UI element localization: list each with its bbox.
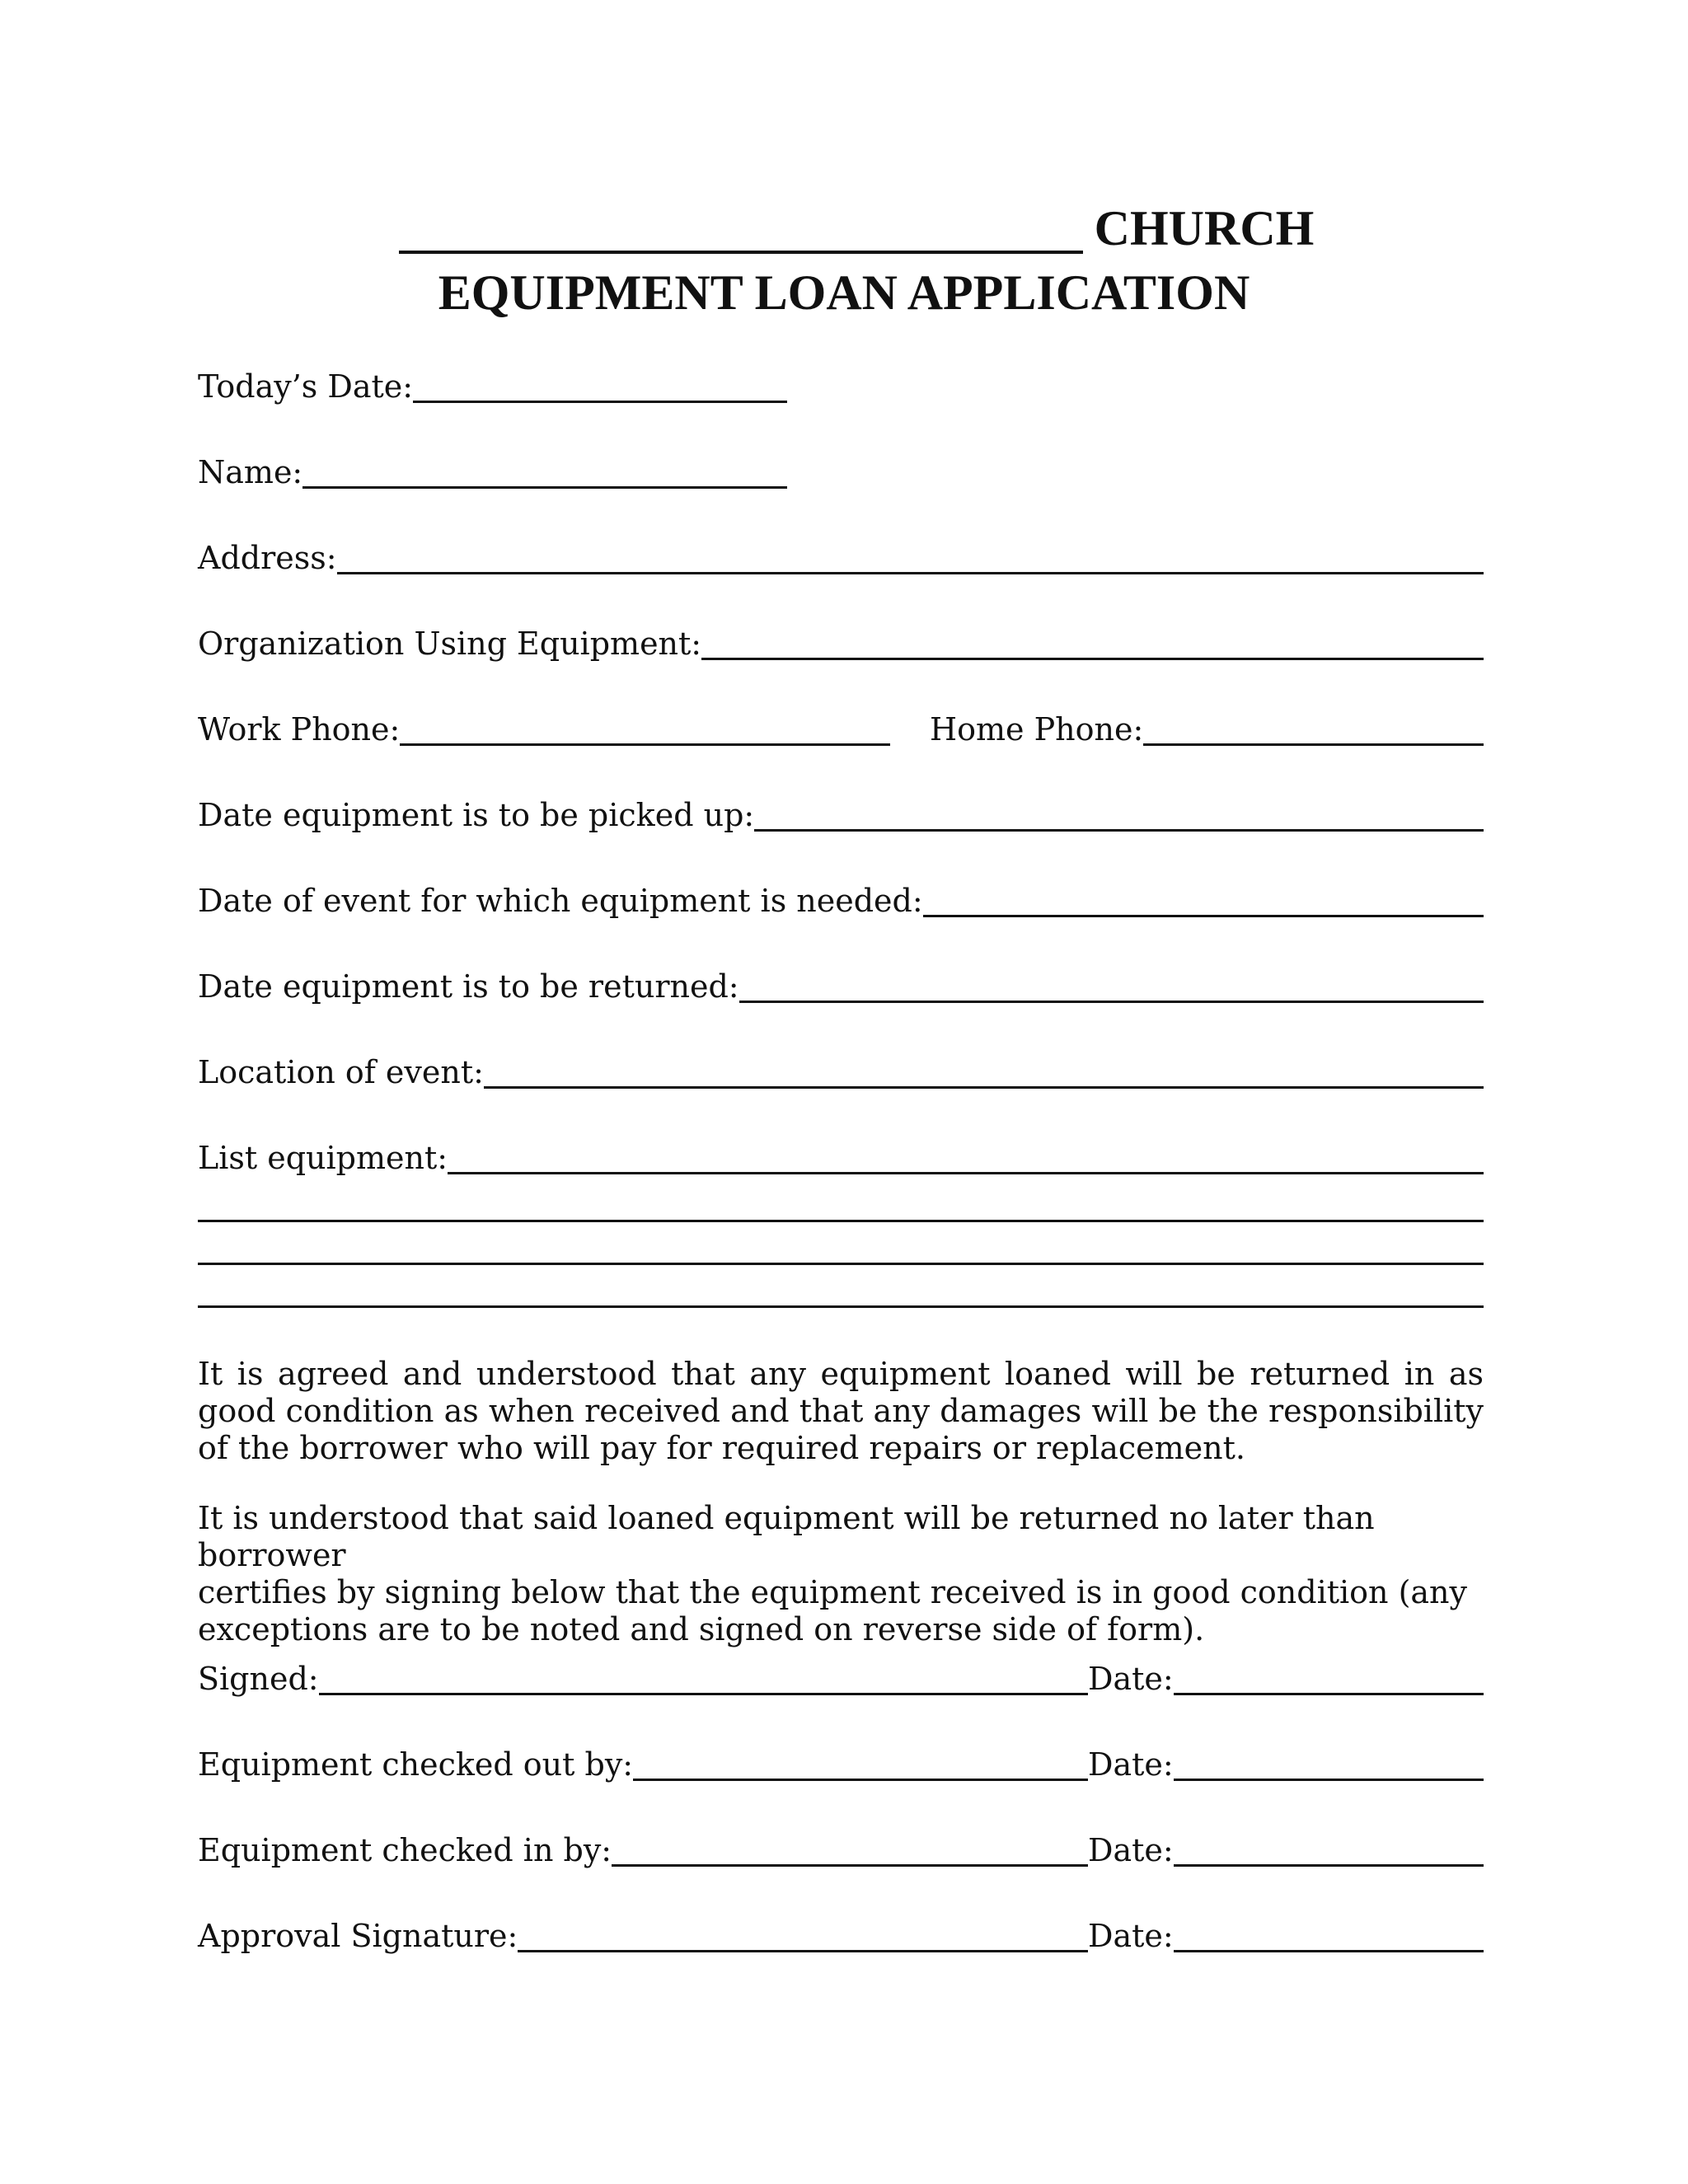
checked-out-label: Equipment checked out by: (198, 1746, 634, 1783)
todays-date-field[interactable] (413, 368, 787, 403)
return-date-field[interactable] (739, 968, 1484, 1003)
checked-out-field[interactable] (633, 1746, 1088, 1781)
work-phone-field[interactable] (400, 710, 890, 746)
event-date-field[interactable] (923, 882, 1484, 917)
name-field[interactable] (302, 453, 787, 489)
location-field[interactable] (484, 1053, 1484, 1089)
checked-out-date-label: Date: (1088, 1746, 1174, 1783)
approval-date-label: Date: (1088, 1918, 1174, 1954)
agreement-paragraph-2-line: It is understood that said loaned equipment will be returned no later than borrower (198, 1500, 1375, 1573)
checked-out-date-field[interactable] (1174, 1746, 1484, 1781)
event-date-row (198, 879, 1484, 920)
location-row (198, 1050, 1484, 1091)
signed-field[interactable] (319, 1660, 1088, 1695)
checked-in-date-row (1088, 1828, 1484, 1869)
approval-date-row (1088, 1914, 1484, 1955)
home-phone-label: Home Phone: (930, 711, 1144, 748)
approval-field[interactable] (518, 1917, 1088, 1952)
name-label: Name: (198, 454, 303, 490)
todays-date-label: Today’s Date: (198, 368, 414, 405)
event-date-label: Date of event for which equipment is needed: (198, 883, 923, 919)
form-header (0, 196, 1688, 325)
work-phone-label: Work Phone: (198, 711, 401, 748)
church-name-blank[interactable] (399, 209, 1083, 254)
church-suffix: CHURCH (1094, 201, 1315, 255)
agreement-paragraph-2-line: exceptions are to be noted and signed on reverse side of form). (198, 1611, 1205, 1647)
organization-row (198, 621, 1484, 663)
approval-row (198, 1914, 1088, 1955)
pickup-date-label: Date equipment is to be picked up: (198, 797, 755, 833)
form-title: EQUIPMENT LOAN APPLICATION (438, 265, 1250, 320)
list-equipment-label: List equipment: (198, 1140, 448, 1176)
organization-label: Organization Using Equipment: (198, 626, 702, 662)
home-phone-field[interactable] (1143, 710, 1484, 746)
home-phone-row (930, 707, 1484, 748)
address-field[interactable] (337, 539, 1484, 574)
checked-in-date-label: Date: (1088, 1832, 1174, 1868)
checked-out-date-row (1088, 1742, 1484, 1783)
pickup-date-row (198, 793, 1484, 834)
signed-label: Signed: (198, 1661, 319, 1697)
equipment-list-line[interactable] (198, 1220, 1484, 1222)
return-date-label: Date equipment is to be returned: (198, 968, 739, 1005)
todays-date-row (198, 364, 787, 405)
list-equipment-field[interactable] (448, 1139, 1484, 1174)
work-phone-row (198, 707, 890, 748)
approval-date-field[interactable] (1174, 1917, 1484, 1952)
name-row (198, 450, 787, 491)
checked-in-date-field[interactable] (1174, 1831, 1484, 1867)
address-label: Address: (198, 540, 337, 576)
return-date-row (198, 964, 1484, 1005)
signed-row (198, 1657, 1088, 1698)
signed-date-row (1088, 1657, 1484, 1698)
checked-in-row (198, 1828, 1088, 1869)
address-row (198, 536, 1484, 577)
approval-label: Approval Signature: (198, 1918, 518, 1954)
organization-field[interactable] (701, 625, 1484, 660)
checked-in-label: Equipment checked in by: (198, 1832, 612, 1868)
agreement-paragraph-2 (198, 1500, 1484, 1648)
pickup-date-field[interactable] (754, 796, 1484, 832)
signed-date-field[interactable] (1174, 1660, 1484, 1695)
agreement-paragraph-1: It is agreed and understood that any equipment loaned will be returned in as good condition as when received and that any damages will be the responsibility of the borrower who will pay for required repairs or replacement. (198, 1356, 1484, 1466)
equipment-list-line[interactable] (198, 1305, 1484, 1308)
list-equipment-row (198, 1136, 1484, 1177)
location-label: Location of event: (198, 1054, 484, 1090)
checked-in-field[interactable] (612, 1831, 1088, 1867)
church-name-line (25, 196, 1688, 260)
agreement-paragraph-2-line: certifies by signing below that the equipment received is in good condition (any (198, 1574, 1468, 1610)
equipment-list-line[interactable] (198, 1263, 1484, 1265)
signed-date-label: Date: (1088, 1661, 1174, 1697)
checked-out-row (198, 1742, 1088, 1783)
